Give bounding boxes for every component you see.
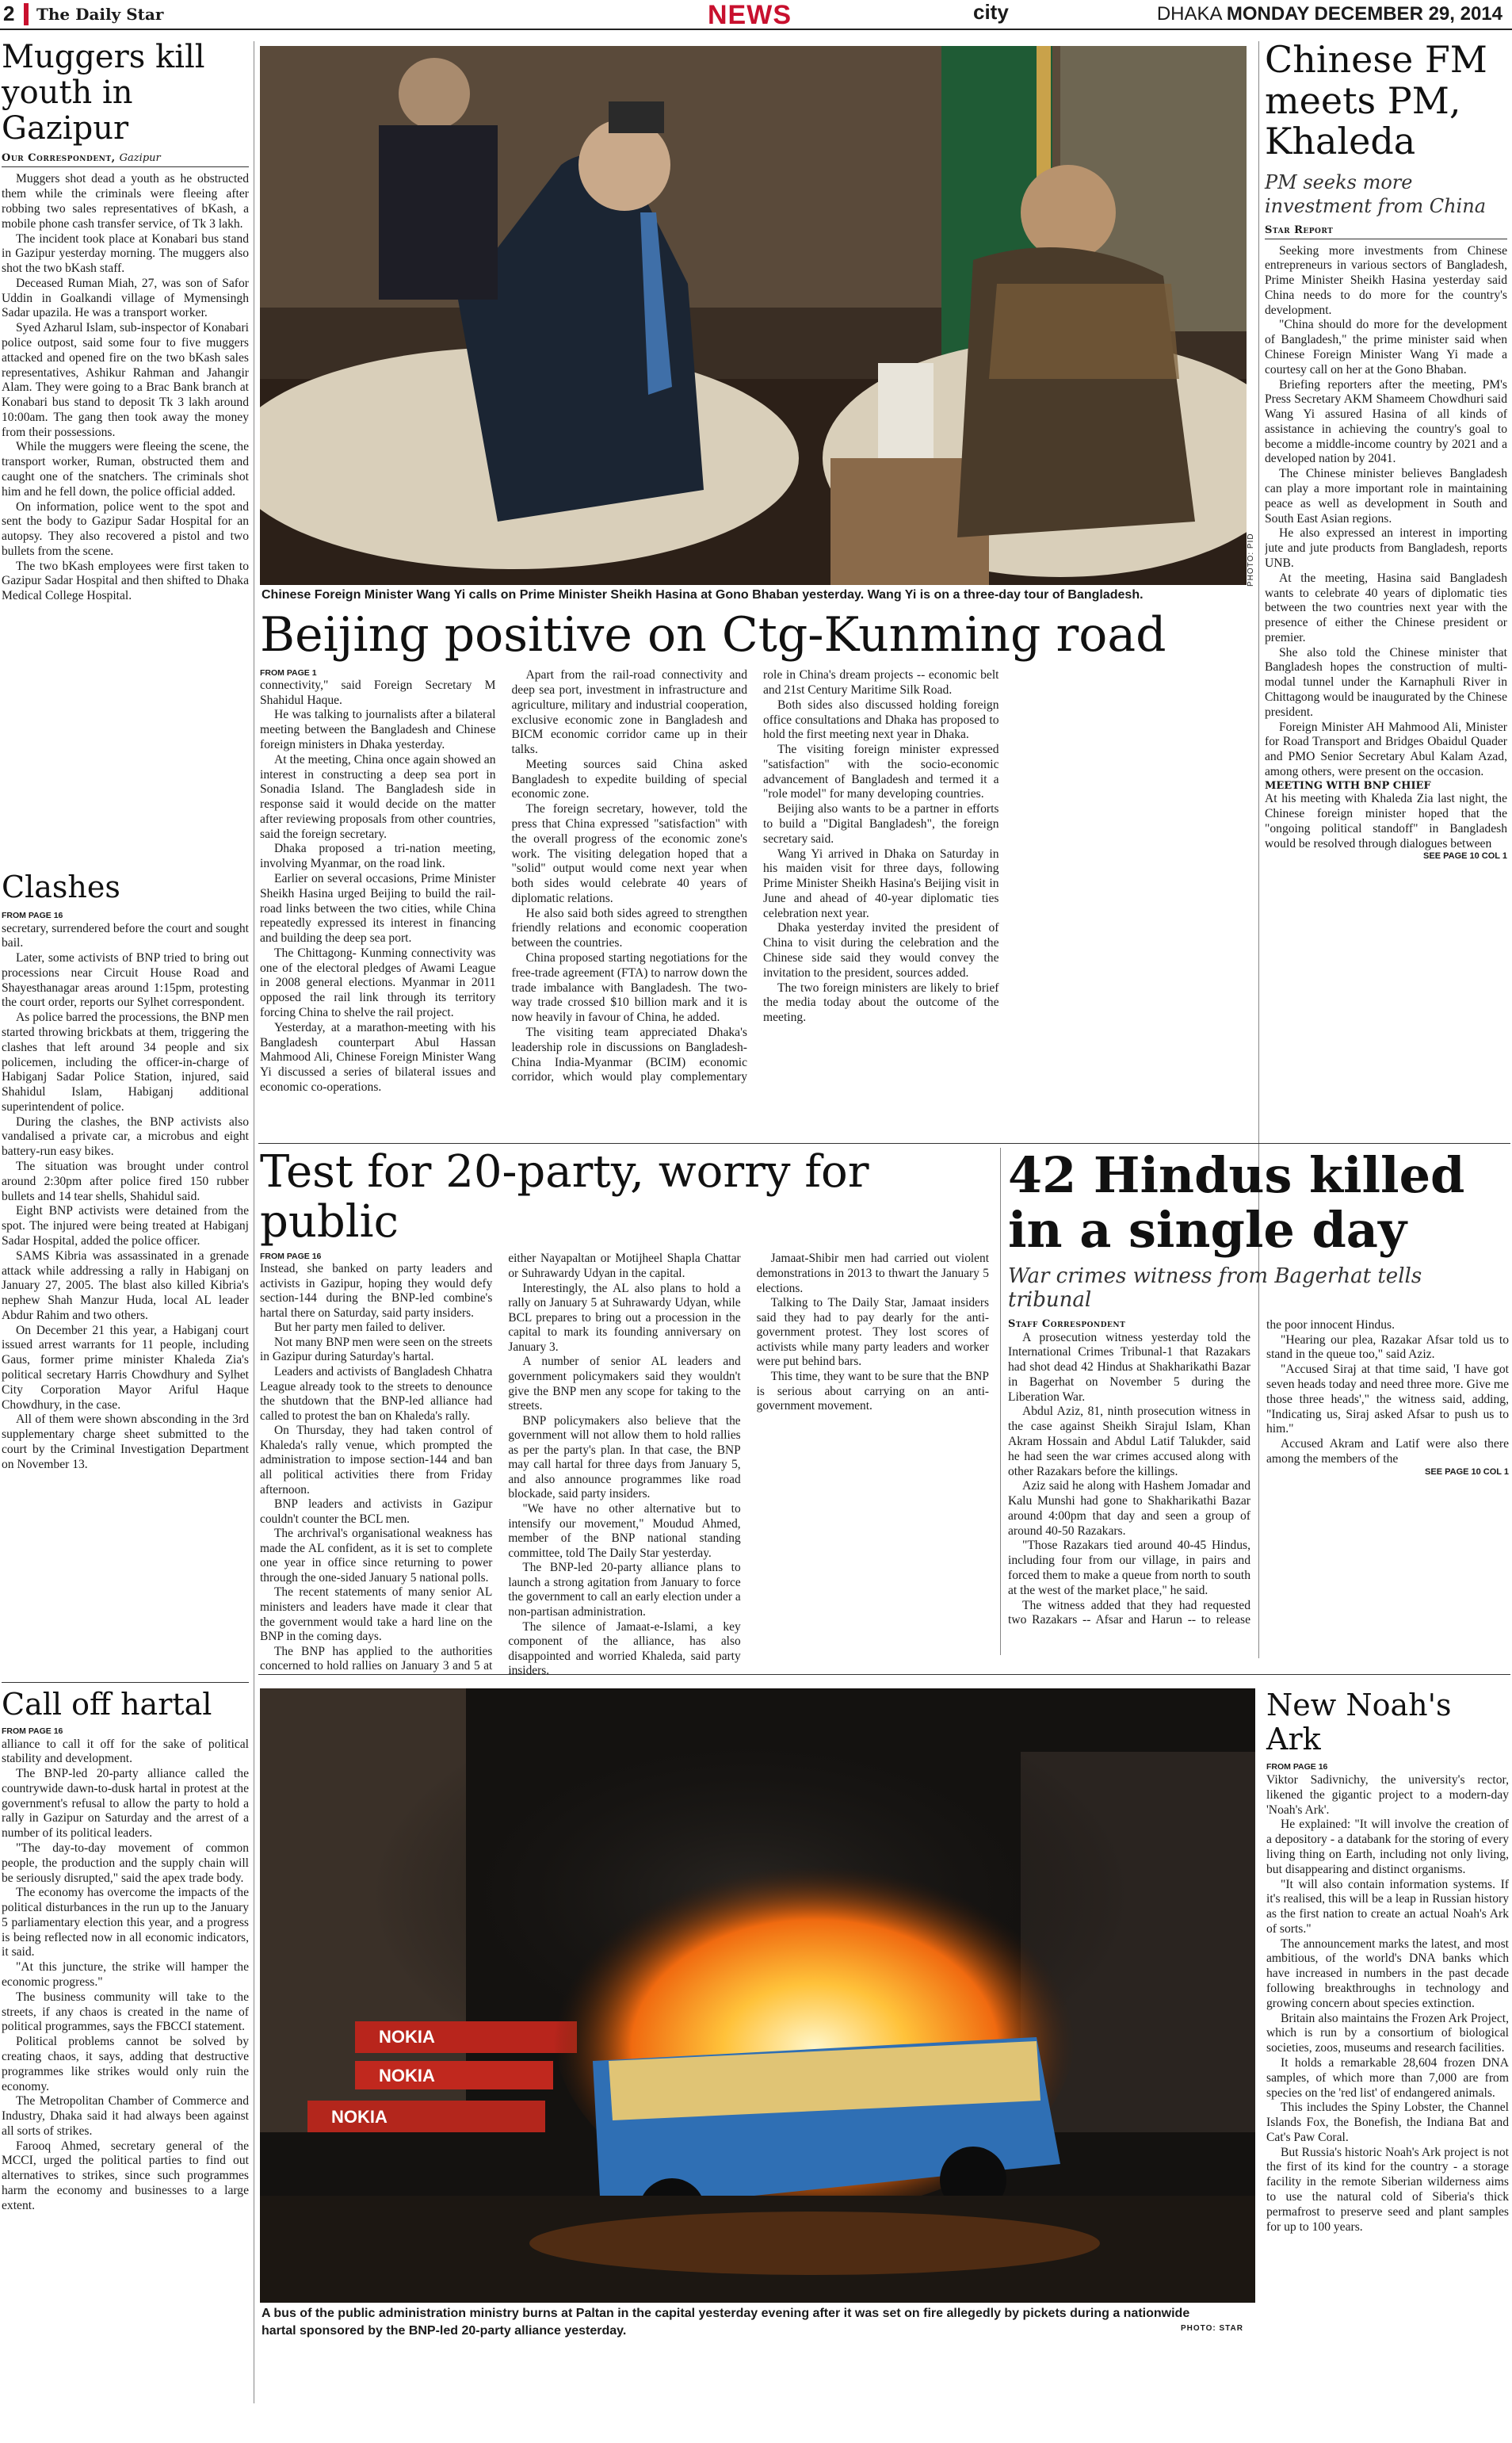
paragraph: On Thursday, they had taken control of Khaleda's rally venue, which prompted the administration to impose section-144 and ban all political activities there from Friday afternoon. xyxy=(260,1424,493,1497)
shop-sign-1: NOKIA xyxy=(379,2027,435,2047)
article-body xyxy=(260,1252,989,1696)
paragraph: China proposed starting negotiations for the free-trade agreement (FTA) to narrow down the trade imbalance with Bangladesh. The two-way trade crossed $10 billion mark and it is now heavily in favour of China, he added. xyxy=(511,951,747,1025)
paragraph: The two bKash employees were first taken to Gazipur Sadar Hospital and then shifted to Dhaka Medical College Hospital. xyxy=(2,559,249,603)
article-new-noahs-ark xyxy=(1266,1688,1509,2443)
headline: Beijing positive on Ctg-Kunming road xyxy=(260,607,1166,663)
paragraph: Aziz said he along with Hashem Jomadar and Kalu Munshi had gone to Shakharikathi Bazar around 4:00pm that day and seen a group of around 40-50 Razakars. xyxy=(1008,1479,1250,1538)
paragraph: "Hearing our plea, Razakar Afsar told us to stand in the queue too," said Aziz. xyxy=(1266,1332,1509,1362)
paragraph: Meeting sources said China asked Bangladesh to expedite building of special economic zone. xyxy=(511,757,747,801)
sidehead: MEETING WITH BNP CHIEF xyxy=(1265,779,1431,792)
paragraph: He explained: "It will involve the creation of a depository - a databank for the storing of every living thing on Earth, including not only living, but disappearing and distinct organisms. xyxy=(1266,1818,1509,1876)
paragraph: Beijing also wants to be a partner in efforts to build a "Digital Bangladesh", the foreign secretary said. xyxy=(763,802,999,846)
paragraph: The two foreign ministers are likely to brief the media today about the outcome of the meeting. xyxy=(763,981,999,1025)
paragraph: The silence of Jamaat-e-Islami, a key component of the alliance, has also disappointed and worried Khaleda, said party insiders. xyxy=(508,1619,741,1678)
headline: Clashes xyxy=(2,870,120,904)
subhead: PM seeks more investment from China xyxy=(1265,170,1486,217)
photo-credit: PHOTO: STAR xyxy=(1181,2324,1243,2333)
paragraph: But Russia's historic Noah's Ark project is not the first of its kind for the country - a storage facility in the remote Siberian wilderness aims to use the natural cold of Siberia's thick permafrost to preserve seed and plant samples for up to 100 years. xyxy=(1266,2145,1509,2234)
paragraph: The recent statements of many senior AL ministers and leaders have made it clear that the government would take a hard line on the BNP in the coming days. xyxy=(260,1585,493,1644)
paragraph: He also said both sides agreed to strengthen friendly relations and economic cooperation between the countries. xyxy=(511,906,747,950)
paragraph: Farooq Ahmed, secretary general of the MCCI, urged the political parties to find out alternatives to strikes, since such programmes harm the economy and businesses to a large extent. xyxy=(2,2139,249,2212)
photo-caption: Chinese Foreign Minister Wang Yi calls on Prime Minister Sheikh Hasina at Gono Bhaban yesterday. Wang Yi is on a three-day tour of Bangladesh. xyxy=(262,588,1144,602)
paragraph: Talking to The Daily Star, Jamaat insiders said they had to pay dearly for the anti-government protest. They lost scores of activists while many party leaders and worker were put behind bars. xyxy=(756,1296,989,1369)
paragraph: Apart from the rail-road connectivity and deep sea port, investment in infrastructure and agriculture, military and industrial cooperation, exclusive economic zone in Bangladesh and BICM economic corridor came up in their talks. xyxy=(511,668,747,757)
article-body xyxy=(2,922,249,1653)
paragraph: All of them were shown absconding in the 3rd supplementary charge sheet submitted to the court by the Criminal Investigation Department on November 13. xyxy=(2,1413,249,1471)
from-page: FROM PAGE 1 xyxy=(260,668,317,679)
paragraph: The archrival's organisational weakness has made the AL confident, as it is set to complete one year in office since returning to power through the one-sided January 5 national polls. xyxy=(260,1527,493,1585)
headline: 42 Hindus killed in a single day xyxy=(1008,1146,1465,1260)
paragraph: Viktor Sadivnichy, the university's rector, likened the gigantic project to a modern-day 'Noah's Ark'. xyxy=(1266,1773,1509,1817)
continued-line: SEE PAGE 10 COL 1 xyxy=(1423,851,1507,862)
paragraph: The Metropolitan Chamber of Commerce and Industry, Dhaka said it had always been against all sorts of strikes. xyxy=(2,2094,249,2138)
paragraph: The economy has overcome the impacts of the political disturbances in the run up to the January 5 parliamentary election this year, and a progress is being reflected now in all economic indicators, it said. xyxy=(2,1886,249,1959)
paragraph: The visiting team appreciated Dhaka's leadership role in discussions on Bangladesh-China India-Myanmar (BCIM) economic corridor, which would play complementary role in China's dream projects -- economic belt and 21st Century Maritime Silk Road. xyxy=(511,668,999,1084)
paragraph: Syed Azharul Islam, sub-inspector of Konabari police outpost, said some four to five muggers attacked and opened fire on the two bKash sales representatives, Ashikur Rahman and Jahangir Alam. They were going to a Brac Bank branch at Konabari bus stand to deposit Tk 3 lakh around 10:00am. The gang then took away the money from their possessions. xyxy=(2,321,249,439)
paragraph: Both sides also discussed holding foreign office consultations and Dhaka has proposed to hold the first meeting next year in Dhaka. xyxy=(763,698,999,742)
paragraph: The incident took place at Konabari bus stand in Gazipur yesterday morning. The muggers also shot the two bKash staff. xyxy=(2,231,249,276)
paragraph: BNP policymakers also believe that the government will not allow them to hold rallies as per the party's plan. In that case, the BNP may call hartal for three days from January 5, and also announce programmes like road blockade, said party insiders. xyxy=(508,1413,741,1501)
article-body xyxy=(1008,1318,1509,1635)
article-clashes xyxy=(2,870,249,1653)
dateline xyxy=(1157,3,1502,25)
paragraph: BNP leaders and activists in Gazipur couldn't counter the BCL men. xyxy=(260,1497,493,1526)
masthead-accent-bar xyxy=(24,3,29,25)
article-body xyxy=(1266,1773,1509,2443)
paragraph: Earlier on several occasions, Prime Minister Sheikh Hasina urged Beijing to build the rail-road links between the two cities, while China repeatedly expressed its interest in financing and building the deep sea port. xyxy=(260,871,496,946)
byline: Staff Correspondent xyxy=(1008,1317,1126,1330)
paragraph: During the clashes, the BNP activists also vandalised a private car, a microbus and eight battery-run easy bikes. xyxy=(2,1114,249,1159)
photo-burning-bus xyxy=(260,1688,1255,2303)
paragraph: SAMS Kibria was assassinated in a grenade attack while addressing a rally in Habiganj on January 27, 2005. The blast also killed Kibria's nephew Shah Manzur Huda, local AL leader Abdur Rahim and two others. xyxy=(2,1248,249,1322)
article-test-20-party xyxy=(260,1148,989,1696)
paragraph: Accused Akram and Latif were also there among the members of the xyxy=(1266,1437,1509,1466)
paragraph: The business community will take to the streets, if any chaos is created in the name of political programmes, says the FBCCI statement. xyxy=(2,1990,249,2034)
paragraph: The foreign secretary, however, told the press that China expressed "satisfaction" with the overall progress of the economic zone's work. The visiting delegation hoped that a "solid" output would come next year when both sides would celebrate 40 years of diplomatic relations. xyxy=(511,802,747,905)
paragraph: Yesterday, at a marathon-meeting with his Bangladesh counterpart Abul Hassan Mahmood Ali, Chinese Foreign Minister Wang Yi discussed a series of bilateral issues and economic co-operations. xyxy=(260,1020,496,1094)
dateline-date: MONDAY DECEMBER 29, 2014 xyxy=(1226,3,1502,25)
paragraph: Not many BNP men were seen on the streets in Gazipur during Saturday's hartal. xyxy=(260,1335,493,1364)
paragraph: Seeking more investments from Chinese entrepreneurs in various sectors of Bangladesh, Prime Minister Sheikh Hasina yesterday said China needs to do more for the country's development. xyxy=(1265,243,1507,317)
paragraph: Jamaat-Shibir men had carried out violent demonstrations in 2013 to thwart the January 5 elections. xyxy=(756,1252,989,1295)
paragraph: Political problems cannot be solved by creating chaos, it says, adding that destructive programmes like strikes would only ruin the economy. xyxy=(2,2035,249,2093)
paragraph: This includes the Spiny Lobster, the Channel Islands Fox, the Bonefish, the Indiana Bat and Cat's Paw Coral. xyxy=(1266,2101,1509,2144)
shop-sign-3: NOKIA xyxy=(331,2107,388,2127)
article-body xyxy=(2,1738,249,2403)
shop-sign-2: NOKIA xyxy=(379,2066,435,2086)
paragraph: A prosecution witness yesterday told the International Crimes Tribunal-1 that Razakars had shot dead 42 Hindus at Shakharikathi Bazar in Bagerhat on November 5 during the Liberation War. xyxy=(1008,1330,1250,1404)
paragraph: The witness added that they had requested two Razakars -- Afsar and Harun -- to release the poor innocent Hindus. xyxy=(1008,1317,1395,1627)
paragraph: The visiting foreign minister expressed "satisfaction" with the socio-economic advancement of Bangladesh and termed it a "role model" for many developing countries. xyxy=(763,743,999,801)
paragraph: While the muggers were fleeing the scene, the transport worker, Ruman, obstructed them and caught one of the snatchers. The criminals shot him and he fell down, the police official added. xyxy=(2,440,249,499)
headline: New Noah's Ark xyxy=(1266,1688,1452,1757)
paragraph: Instead, she banked on party leaders and activists in Gazipur, hoping they would defy section-144 during the BNP-led combine's hartal there on Saturday, said party insiders. xyxy=(260,1262,493,1320)
headline: Muggers kill youth in Gazipur xyxy=(2,39,205,147)
paragraph: "We have no other alternative but to intensify our movement," Moudud Ahmed, member of the BNP national standing committee, told The Daily Star yesterday. xyxy=(508,1502,741,1560)
paragraph: The announcement marks the latest, and most ambitious, of the world's DNA banks which have increased in numbers in the past decade following breakthroughs in technology and growing concern about species extinction. xyxy=(1266,1936,1509,2010)
photo-credit: PHOTO: PID xyxy=(1247,533,1255,587)
paragraph: Deceased Ruman Miah, 27, was son of Safor Uddin in Goalkandi village of Mymensingh Sadar upazila. He was a transport worker. xyxy=(2,276,249,320)
masthead xyxy=(0,0,1512,30)
from-page: FROM PAGE 16 xyxy=(1266,1762,1328,1772)
paragraph: It holds a remarkable 28,604 frozen DNA samples, of which more than 7,000 are from species on the 'red list' of endangered animals. xyxy=(1266,2055,1509,2100)
article-beijing xyxy=(260,609,1250,1103)
paragraph: alliance to call it off for the sake of political stability and development. xyxy=(2,1737,249,1766)
paragraph: Eight BNP activists were detained from the spot. The injured were being treated at Habiganj Sadar Hospital, added the police officer. xyxy=(2,1204,249,1248)
paper-name: The Daily Star xyxy=(36,5,164,24)
paragraph: secretary, surrendered before the court and sought bail. xyxy=(2,921,249,950)
photo-illustration xyxy=(260,1688,1255,2303)
paragraph: The Chinese minister believes Bangladesh can play a more important role in maintaining peace as well as development in South and South East Asian regions. xyxy=(1265,467,1507,526)
paragraph: "The day-to-day movement of common people, the production and the supply chain will be seriously disrupted," said the apex trade body. xyxy=(2,1841,249,1885)
headline: Test for 20-party, worry for public xyxy=(260,1146,869,1248)
paragraph: Wang Yi arrived in Dhaka on Saturday in his maiden visit for three days, following Prime Minister Sheikh Hasina's Beijing visit in June and ahead of 40-year diplomatic ties celebration next year. xyxy=(763,847,999,920)
paragraph: At the meeting, Hasina said Bangladesh wants to celebrate 40 years of diplomatic ties between the two countries next year with the presence of either the Chinese president or premier. xyxy=(1265,571,1507,644)
paragraph: Foreign Minister AH Mahmood Ali, Minister for Road Transport and Bridges Obaidul Quader and PMO Senior Secretary Abul Kalam Azad, among others, were present on the occasion. xyxy=(1265,720,1507,778)
paragraph: "China should do more for the development of Bangladesh," the prime minister said when Chinese Foreign Minister Wang Yi made a courtesy call on her at the Gono Bhaban. xyxy=(1265,318,1507,377)
article-body xyxy=(260,668,1250,1103)
photo-wang-yi-hasina xyxy=(260,46,1247,585)
headline: Chinese FM meets PM, Khaleda xyxy=(1265,38,1487,163)
page-number: 2 xyxy=(3,2,15,25)
continued-line: SEE PAGE 10 COL 1 xyxy=(1425,1466,1509,1477)
from-page: FROM PAGE 16 xyxy=(260,1252,322,1262)
paragraph: At the meeting, China once again showed an interest in constructing a deep sea port in Sonadia Island. The Bangladesh side in response said it would decide on the matter after reviewing proposals from other countries, said the foreign secretary. xyxy=(260,752,496,841)
paragraph: A number of senior AL leaders and government policymakers said they wouldn't give the BNP men any scope for taking to the streets. xyxy=(508,1355,741,1413)
paragraph: The BNP-led 20-party alliance called the countrywide dawn-to-dusk hartal in protest at the government's refusal to allow the party to hold a rally in Gazipur on Saturday and the arrest of a number of its political leaders. xyxy=(2,1767,249,1841)
photo-illustration xyxy=(260,46,1247,585)
from-page: FROM PAGE 16 xyxy=(2,910,63,920)
paragraph: As police barred the processions, the BNP men started throwing brickbats at them, triggering the clashes that left around 34 people and six policemen, including the officer-in-charge of Habiganj Sadar Police Station, injured, said Shahidul Islam, Habiganj additional superintendent of police. xyxy=(2,1011,249,1114)
paragraph: Interestingly, the AL also plans to hold a rally on January 5 at Suhrawardy Udyan, while BCL prepares to bring out a procession in the capital to mark its founding anniversary on January 3. xyxy=(508,1281,741,1354)
article-hartal xyxy=(2,1682,249,2403)
paragraph: On December 21 this year, a Habiganj court issued arrest warrants for 11 people, including Gaus, former prime minister Khaleda Zia's political secretary Harris Chowdhury and Sylhet City Corporation Mayor Ariful Haque Chowdhury, in the case. xyxy=(2,1323,249,1412)
paragraph: She also told the Chinese minister that Bangladesh hopes the construction of multi-modal tunnel under the Karnaphuli River in Chittagong would be inaugurated by the Chinese president. xyxy=(1265,645,1507,719)
byline: Our Correspondent, Gazipur xyxy=(2,152,249,167)
paragraph: connectivity," said Foreign Secretary M Shahidul Haque. xyxy=(260,678,496,707)
article-muggers xyxy=(2,40,249,846)
paragraph: This time, they want to be sure that the BNP is serious about carrying on an anti-government movement. xyxy=(756,1369,989,1413)
paragraph: The situation was brought under control around 2:30pm after police fired 150 rubber bullets and 14 tear shells, Shahidul said. xyxy=(2,1160,249,1203)
article-body xyxy=(2,172,249,846)
subsection-title: city xyxy=(973,0,1009,24)
paragraph: But her party men failed to deliver. xyxy=(274,1321,445,1335)
paragraph: He also expressed an interest in importing jute and jute products from Bangladesh, reports UNB. xyxy=(1265,526,1507,570)
paragraph: He was talking to journalists after a bilateral meeting between the Bangladesh and Chinese foreign ministers in Dhaka yesterday. xyxy=(260,708,496,751)
article-42-hindus xyxy=(1008,1148,1509,1635)
subhead: War crimes witness from Bagerhat tells tribunal xyxy=(1008,1264,1422,1312)
article-chinese-fm xyxy=(1265,40,1507,1037)
paragraph: Dhaka yesterday invited the president of China to visit during the celebration and the Chinese side said they would convey the invitation to the president, sources added. xyxy=(763,921,999,980)
paragraph: Briefing reporters after the meeting, PM's Press Secretary AKM Shameem Chowdhuri said Wang Yi assured Hasina of all kinds of assistance in achieving the country's goal to become a middle-income country by 2021 and a developed nation by 2041. xyxy=(1265,377,1507,466)
paragraph: The BNP has applied to the authorities concerned to hold rallies on January 3 and 5 at either Nayapaltan or Motijheel Shapla Chattar or Suhrawardy Udyan in the capital. xyxy=(260,1252,741,1673)
paragraph: Britain also maintains the Frozen Ark Project, which is run by a consortium of biological societies, zoos, museums and research facilities. xyxy=(1266,2011,1509,2055)
paragraph: Abdul Aziz, 81, ninth prosecution witness in the case against Sheikh Sirajul Islam, Khan Akram Hossain and Abdul Latif Talukder, said he had seen the war crimes accused along with other Razakars before the killings. xyxy=(1008,1405,1250,1478)
paragraph: "At this juncture, the strike will hamper the economic progress." xyxy=(2,1960,249,1990)
article-body xyxy=(1265,244,1507,1037)
byline: Star Report xyxy=(1265,224,1507,239)
paragraph: Dhaka proposed a tri-nation meeting, involving Myanmar, on the road link. xyxy=(260,842,496,871)
photo-caption: A bus of the public administration ministry burns at Paltan in the capital yesterday evening after it was set on fire allegedly by pickets during a nationwide hartal sponsored by the BNP-led 20-party alliance yesterday. xyxy=(262,2307,1190,2338)
paragraph: Leaders and activists of Bangladesh Chhatra League already took to the streets to denounce the shutdown that the BNP-led alliance had called to protest the ban on Khaleda's rally. xyxy=(260,1365,493,1423)
paragraph: "Accused Siraj at that time said, 'I have got seven heads today and need three more. Give me those three heads'," the witness said, adding, "Indicating us, Siraj asked Afsar to push us to him." xyxy=(1266,1363,1509,1436)
paragraph: On information, police went to the spot and sent the body to Gazipur Sadar Hospital for an autopsy. They also recovered a pistol and two bullets from the scene. xyxy=(2,499,249,558)
paragraph: At his meeting with Khaleda Zia last night, the Chinese foreign minister hoped that the "ongoing political standoff" in Bangladesh would be resolved through dialogues between xyxy=(1265,792,1507,851)
paragraph: "It will also contain information systems. If it's realised, this will be a leap in Russian history as the first nation to create an actual Noah's Ark of sorts." xyxy=(1266,1877,1509,1936)
paragraph: Muggers shot dead a youth as he obstructed them while the criminals were fleeing after robbing two sales representatives of bKash, a mobile phone cash transfer service, of Tk 3 lakh. xyxy=(2,172,249,231)
headline: Call off hartal xyxy=(2,1687,212,1722)
dateline-city: DHAKA xyxy=(1156,3,1222,25)
paragraph: The Chittagong- Kunming connectivity was one of the electoral pledges of Awami League in 2008 general elections. Myanmar in 2011 opposed the rail link through its territory forcing China to shelve the rail project. xyxy=(260,946,496,1020)
paragraph: Later, some activists of BNP tried to bring out processions near Circuit House Road and Shayesthanagar areas around 1:15pm, protesting the court order, reports our Sylhet correspondent. xyxy=(2,951,249,1010)
paragraph: The BNP-led 20-party alliance plans to launch a strong agitation from January to force the government to call an early election under a non-partisan administration. xyxy=(508,1561,741,1619)
section-title: NEWS xyxy=(708,0,792,30)
from-page: FROM PAGE 16 xyxy=(2,1726,63,1736)
paragraph: "Those Razakars tied around 40-45 Hindus, including four from our village, in pairs and forced them to make a queue from north to south at the west of the market place," he said. xyxy=(1008,1539,1250,1597)
